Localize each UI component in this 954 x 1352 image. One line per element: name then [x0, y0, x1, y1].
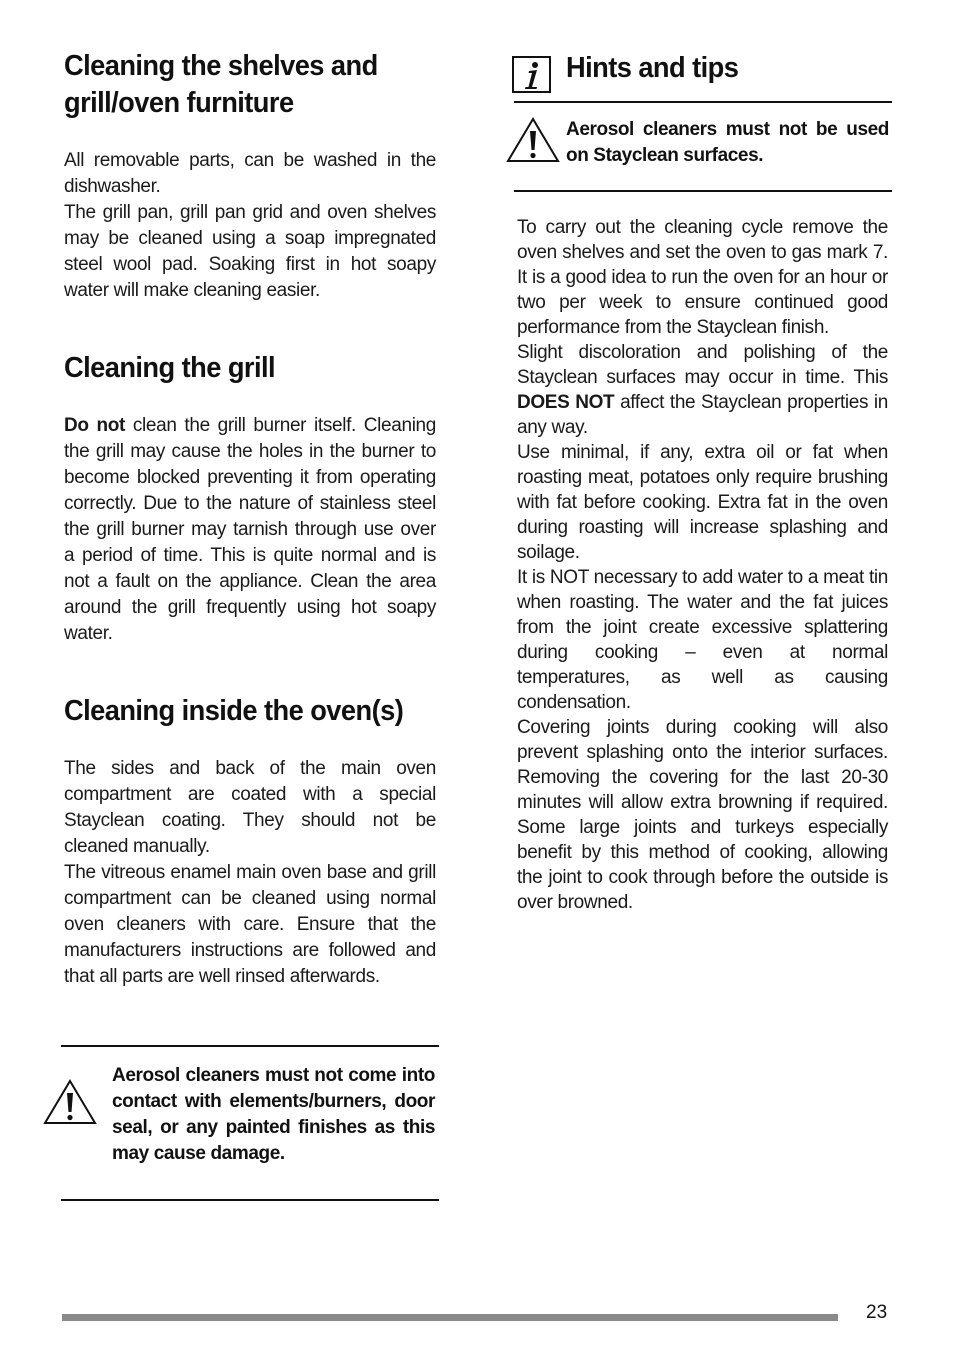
hints-paragraph-5: Covering joints during cooking will also prevent splashing onto the interior surfaces. Removing the covering for the last 20-30 minutes will allow extra browning if required. Some large joints and turkeys especially benefit by this method of cooking, allowing the joint to cook through before the outside is over browned.	[517, 717, 888, 913]
heading-cleaning-inside-oven: Cleaning inside the oven(s)	[64, 695, 404, 727]
shelves-paragraph-1: All removable parts, can be washed in the dishwasher.	[64, 150, 436, 197]
grill-paragraph	[64, 413, 436, 647]
aerosol-warning-text-right: Aerosol cleaners must not be used on Stayclean surfaces.	[566, 119, 889, 166]
hints-does-not-emphasis: DOES NOT	[517, 392, 615, 413]
footer-rule	[62, 1314, 838, 1321]
inside-paragraph-1: The sides and back of the main oven compartment are coated with a special Stayclean coating. They should not be cleaned manually.	[64, 758, 436, 857]
heading-cleaning-shelves: Cleaning the shelves and grill/oven furniture	[64, 50, 378, 119]
grill-paragraph-text: clean the grill burner itself. Cleaning the grill may cause the holes in the burner to become blocked preventing it from operating correctly. Due to the nature of stainless steel the grill burner may tarnish through use over a period of time. This is quite normal and is not a fault on the appliance. Clean the area around the grill frequently using hot soapy water.	[64, 415, 436, 644]
left-column	[64, 48, 436, 990]
shelves-paragraph-2: The grill pan, grill pan grid and oven shelves may be cleaned using a soap impregnated steel wool pad. Soaking first in hot soapy water will make cleaning easier.	[64, 202, 436, 301]
hints-paragraph-2-start: Slight discoloration and polishing of the Stayclean surfaces may occur in time. This	[517, 342, 888, 388]
hints-paragraph-2-end: affect the Stayclean properties in any way.	[517, 392, 888, 438]
warning-triangle-icon	[43, 1079, 97, 1130]
hints-header	[512, 50, 892, 94]
warning-triangle-icon	[506, 117, 560, 168]
inside-section-text	[64, 756, 436, 990]
hints-paragraph-2	[517, 340, 888, 440]
aerosol-warning-box-left	[61, 1045, 439, 1201]
aerosol-warning-box-right	[514, 101, 892, 192]
grill-do-not-emphasis: Do not	[64, 415, 125, 436]
hints-section-text	[517, 215, 888, 915]
hints-paragraph-3: Use minimal, if any, extra oil or fat when roasting meat, potatoes only require brushing with fat before cooking. Extra fat in the oven during roasting will increase splashing and soilage.	[517, 442, 888, 563]
hints-paragraph-1: To carry out the cleaning cycle remove the oven shelves and set the oven to gas mark 7. It is a good idea to run the oven for an hour or two per week to ensure continued good performance from the Stayclean finish.	[517, 217, 888, 338]
aerosol-warning-text-left: Aerosol cleaners must not come into contact with elements/burners, door seal, or any painted finishes as this may cause damage.	[112, 1065, 435, 1164]
page-number: 23	[866, 1302, 888, 1323]
inside-paragraph-2: The vitreous enamel main oven base and grill compartment can be cleaned using normal oven cleaners with care. Ensure that the manufacturers instructions are followed and that all parts are well rinsed afterwards.	[64, 862, 436, 987]
hints-paragraph-4: It is NOT necessary to add water to a meat tin when roasting. The water and the fat juices from the joint create excessive splattering during cooking – even at normal temperatures, as well as causing condensation.	[517, 567, 888, 713]
heading-cleaning-grill: Cleaning the grill	[64, 352, 275, 384]
shelves-section-text	[64, 148, 436, 304]
heading-hints-and-tips: Hints and tips	[566, 52, 739, 84]
info-icon	[512, 56, 552, 99]
